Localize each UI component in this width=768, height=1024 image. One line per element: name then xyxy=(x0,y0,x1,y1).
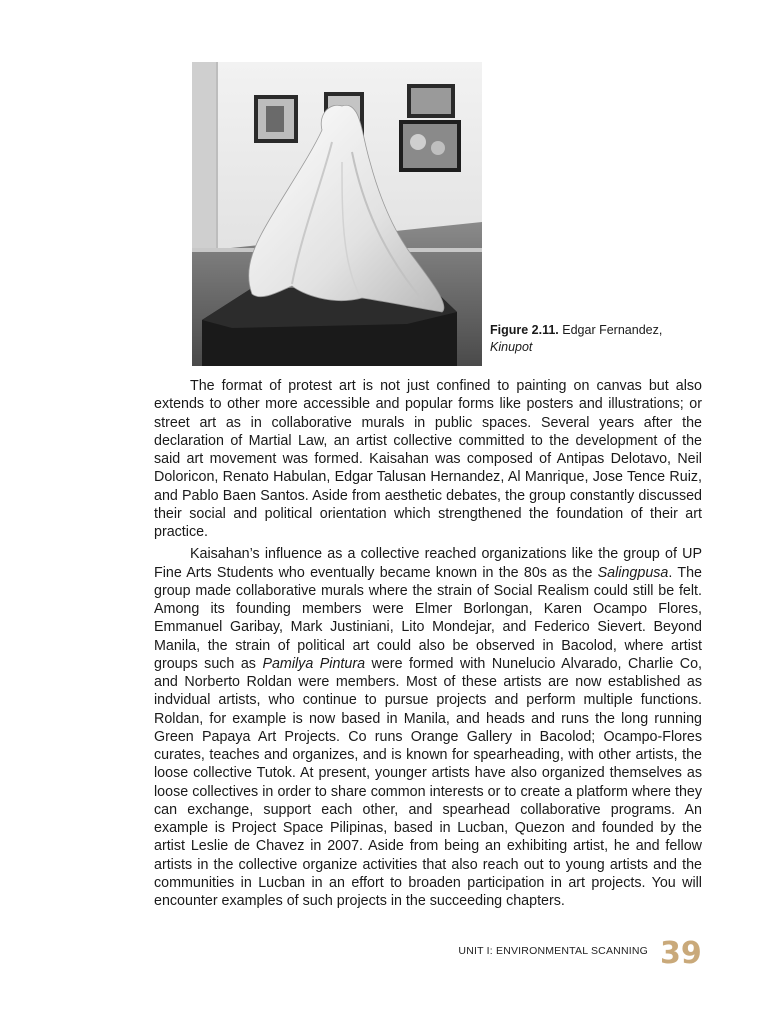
figure-photo-kinupot xyxy=(192,62,482,366)
italic-term: Salingpusa xyxy=(597,564,669,581)
figure-label: Figure 2.11. xyxy=(490,323,559,337)
paragraph-text: . The group made collaborative murals where the strain of Social Realism could still be felt. Among its founding members were Elmer Borlongan, Karen Ocampo Flores, Emmanuel Garibay, Mark Justiniani, Lito Mondejar, and Federico Sievert. Beyond Manila, the strain of political art could also be observed in Bacolod, where artist groups such as xyxy=(154,564,702,672)
paragraph-1 xyxy=(154,377,702,541)
figure-title: Kinupot xyxy=(490,340,533,354)
paragraph-text: The format of protest art is not just confined to painting on canvas but also extends to other more accessible and popular forms like posters and illustrations; or street art as in collaborative murals in public spaces. Several years after the declaration of Martial Law, an artist collective committed to the development of the said art movement was formed. Kaisahan was composed of Antipas Delotavo, Neil Doloricon, Renato Habulan, Edgar Talusan Hernandez, Al Manrique, Jose Tence Ruiz, and Pablo Baen Santos. Aside from aesthetic debates, the group constantly discussed their social and political orientation which strengthened the foundation of their art practice. xyxy=(154,378,702,540)
paragraph-text: were formed with Nunelucio Alvarado, Charlie Co, and Norberto Roldan were members. Most of these artists are now established as indvidual artists, who continue to pursue projects and perform multiple functions. Roldan, for example is now based in Manila, and heads and runs the long running Green Papaya Art Projects. Co runs Orange Gallery in Bacolod; Ocampo-Flores curates, teaches and organizes, and is known for spearheading, with other artists, the loose collective Tutok. At present, younger artists have also organized themselves as loose collectives in order to share common interests or to create a platform where they can exchange, support each other, and spearhead collaborative programs. An example is Project Space Pilipinas, based in Lucban, Quezon and founded by the artist Leslie de Chavez in 2007. Aside from being an exhibiting artist, he and fellow artists in the collective organize activities that also reach out to young artists and the communities in Lucban in an effort to broaden participation in art projects. You will encounter examples of such projects in the succeeding chapters. xyxy=(154,655,702,909)
paragraph-2 xyxy=(154,545,702,910)
body-text xyxy=(154,377,702,914)
paragraph-text: Kaisahan’s influence as a collective reached organizations like the group of UP Fine Arts Students who eventually became known in the 80s as the xyxy=(154,546,702,581)
italic-term: Pamilya Pintura xyxy=(262,655,366,672)
page-number: 39 xyxy=(660,936,702,971)
figure-artist: Edgar Fernandez, xyxy=(558,323,663,337)
footer-unit-label: UNIT I: ENVIRONMENTAL SCANNING xyxy=(458,945,648,957)
figure-caption xyxy=(490,322,690,356)
